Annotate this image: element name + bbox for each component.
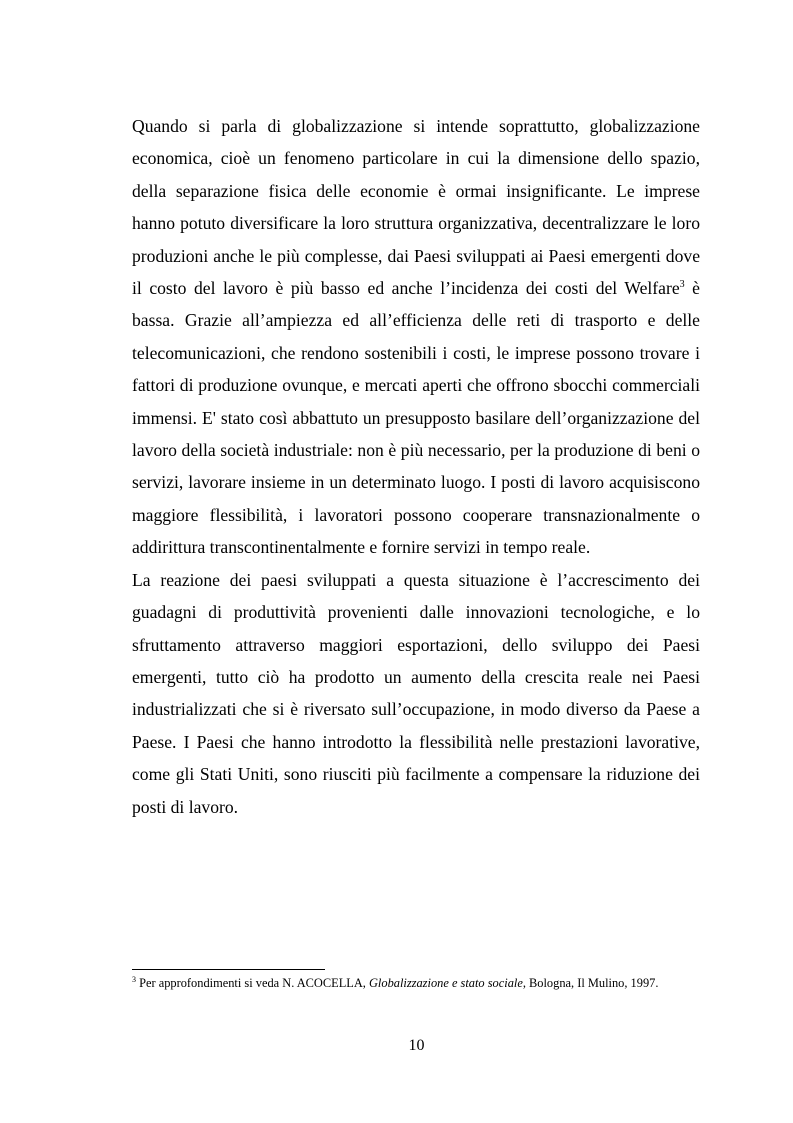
footnote-reference[interactable]: 3 bbox=[679, 279, 685, 291]
paragraph-globalizzazione bbox=[132, 110, 700, 564]
footnote-book-title: Globalizzazione e stato sociale bbox=[368, 976, 523, 990]
paragraph-text: Quando si parla di globalizzazione si intende soprattutto, globalizzazione economica, cioè un fenomeno particolare in cui la dimensione dello spazio, della separazione fisica delle economie è ormai insignificante. Le imprese hanno potuto diversificare la loro struttura organizzativa, decentralizzare le loro produzioni anche le più complesse, dai Paesi sviluppati ai Paesi emergenti dove il costo del lavoro è più basso ed anche l’incidenza dei costi del Welfare bbox=[132, 116, 700, 299]
footnote-separator bbox=[132, 969, 325, 970]
paragraph-text: La reazione dei paesi sviluppati a questa situazione è l’accrescimento dei guadagni di produttività provenienti dalle innovazioni tecnologiche, e lo sfruttamento attraverso maggiori esportazioni, dello sviluppo dei Paesi emergenti, tutto ciò ha prodotto un aumento della crescita reale nei Paesi industrializzati che si è riversato sull’occupazione, in modo diverso da Paese a Paese. I Paesi che hanno introdotto la flessibilità nelle prestazioni lavorative, come gli Stati Uniti, sono riusciti più facilmente a compensare la riduzione dei posti di lavoro. bbox=[132, 569, 700, 817]
footnote bbox=[132, 976, 700, 992]
paragraph-reazione bbox=[132, 564, 700, 823]
footnote-text: , Bologna, Il Mulino, 1997. bbox=[522, 976, 659, 990]
paragraph-text: è bassa. Grazie all’ampiezza ed all’efficienza delle reti di trasporto e delle telecomunicazioni, che rendono sostenibili i costi, le imprese possono trovare i fattori di produzione ovunque, e mercati aperti che offrono sbocchi commerciali immensi. E' stato così abbattuto un presupposto basilare dell’organizzazione del lavoro della società industriale: non è più necessario, per la produzione di beni o servizi, lavorare insieme in un determinato luogo. I posti di lavoro acquisiscono maggiore flessibilità, i lavoratori possono cooperare transnazionalmente o addirittura transcontinentalmente e fornire servizi in tempo reale. bbox=[132, 278, 700, 558]
footnote-text: Per approfondimenti si veda N. ACOCELLA, bbox=[136, 976, 369, 990]
body-text bbox=[132, 110, 700, 823]
footnote-marker: 3 bbox=[132, 975, 136, 984]
page-number: 10 bbox=[408, 1037, 425, 1054]
